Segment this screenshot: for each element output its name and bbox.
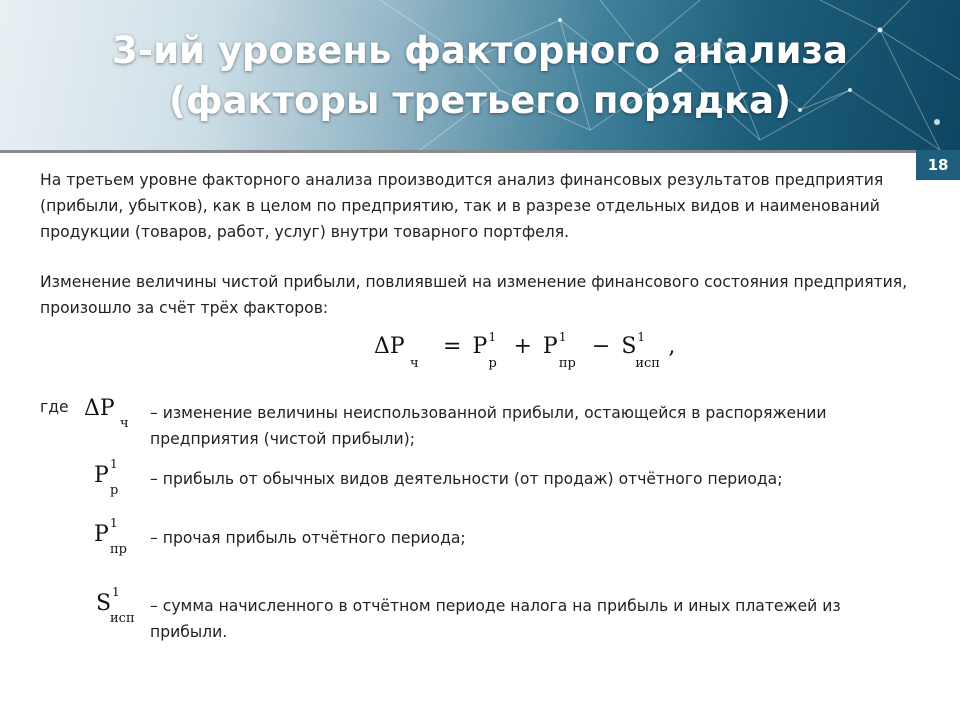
s-symbol: S bbox=[621, 334, 637, 359]
title-line-2: (факторы третьего порядка) bbox=[168, 79, 792, 122]
slide-title bbox=[0, 26, 960, 126]
superscript-1: 1 bbox=[110, 457, 118, 471]
superscript-1: 1 bbox=[112, 585, 120, 599]
definition-ppr1: – прочая прибыль отчётного периода; bbox=[150, 529, 466, 547]
def-symbol-delta-pch bbox=[84, 396, 129, 431]
formula-comma: , bbox=[668, 334, 676, 359]
subscript-isp: исп bbox=[110, 611, 135, 626]
definition-pr1: – прибыль от обычных видов деятельности (от продаж) отчётного периода; bbox=[150, 470, 783, 488]
subscript-isp: исп bbox=[635, 356, 660, 371]
subscript-pr: пр bbox=[558, 356, 576, 371]
superscript-1: 1 bbox=[110, 516, 118, 530]
factors-paragraph: Изменение величины чистой прибыли, повлиявшей на изменение финансового состояния предприятия, произошло за счёт трёх факторов: bbox=[40, 273, 908, 317]
superscript-1: 1 bbox=[488, 330, 497, 344]
p-symbol: P bbox=[94, 522, 109, 547]
intro-paragraph: На третьем уровне факторного анализа производится анализ финансовых результатов предприятия (прибыли, убытков), как в целом по предприятию, так и в разрезе отдельных видов и наименований продукции (товаров, работ, услуг) внутри товарного портфеля. bbox=[40, 171, 884, 241]
subscript-ch: ч bbox=[410, 356, 419, 371]
header-divider bbox=[0, 150, 960, 153]
delta-symbol: Δ bbox=[374, 334, 390, 359]
subscript-r: р bbox=[110, 483, 119, 498]
equals-sign: = bbox=[443, 334, 462, 359]
s-symbol: S bbox=[96, 591, 112, 616]
definition-sisp1: – сумма начисленного в отчётном периоде налога на прибыль и иных платежей из прибыли. bbox=[150, 597, 841, 641]
minus-sign: − bbox=[591, 334, 611, 359]
def-symbol-pr1 bbox=[94, 457, 119, 498]
slide-header bbox=[0, 0, 960, 150]
delta-symbol: Δ bbox=[84, 396, 100, 421]
p-symbol: P bbox=[542, 334, 558, 359]
p-symbol: P bbox=[99, 396, 115, 421]
page-number-badge: 18 bbox=[916, 150, 960, 180]
subscript-ch: ч bbox=[120, 416, 129, 431]
title-line-1: 3-ий уровень факторного анализа bbox=[112, 29, 848, 72]
formula-delta-pch bbox=[374, 334, 432, 371]
subscript-r: р bbox=[488, 356, 497, 371]
formula-pr1 bbox=[472, 330, 502, 371]
plus-sign: + bbox=[513, 334, 532, 359]
def-symbol-ppr1 bbox=[94, 516, 127, 557]
main-formula bbox=[374, 330, 676, 384]
def-symbol-sisp1 bbox=[96, 585, 135, 626]
p-symbol: P bbox=[389, 334, 405, 359]
formula-ppr1 bbox=[542, 330, 581, 371]
p-symbol: P bbox=[472, 334, 488, 359]
formula-sisp1 bbox=[621, 330, 661, 371]
where-label: где bbox=[40, 398, 69, 416]
superscript-1: 1 bbox=[558, 330, 567, 344]
p-symbol: P bbox=[94, 463, 109, 488]
subscript-pr: пр bbox=[110, 542, 127, 557]
definition-delta-pch: – изменение величины неиспользованной прибыли, остающейся в распоряжении предприятия (чистой прибыли); bbox=[150, 404, 827, 448]
superscript-1: 1 bbox=[637, 330, 645, 344]
